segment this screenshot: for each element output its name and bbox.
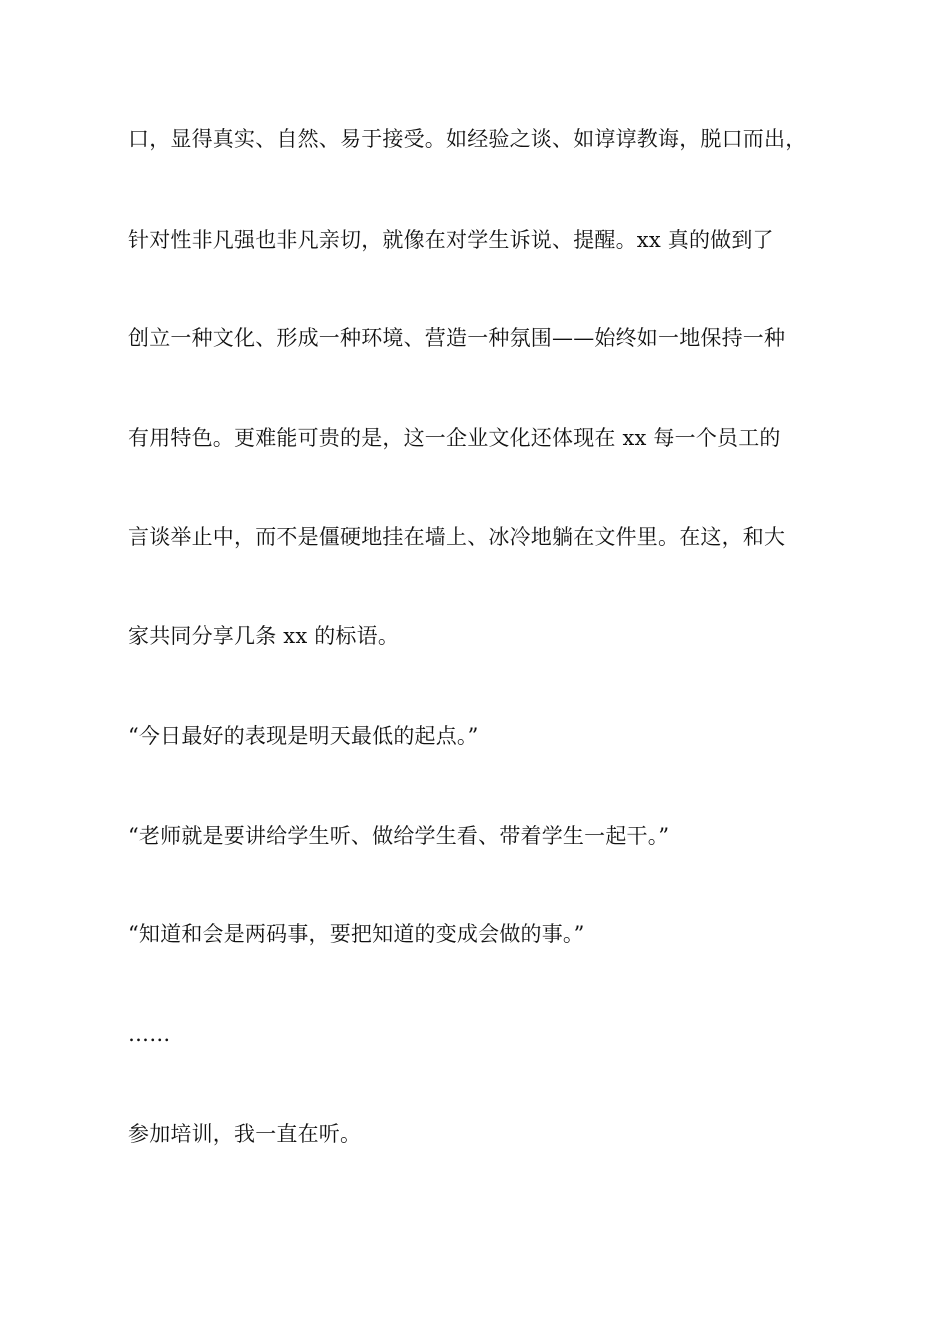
slogan-line: “今日最好的表现是明天最低的起点。” [128,724,479,748]
paragraph-line: 参加培训，我一直在听。 [128,1122,362,1146]
paragraph-line: 言谈举止中，而不是僵硬地挂在墙上、冰冷地躺在文件里。在这，和大 [128,525,786,549]
paragraph-line: 家共同分享几条 xx 的标语。 [128,624,400,648]
slogan-line: “知道和会是两码事，要把知道的变成会做的事。” [128,922,585,946]
ellipsis-line: …… [128,1022,171,1046]
paragraph-line: 有用特色。更难能可贵的是，这一企业文化还体现在 xx 每一个员工的 [128,426,781,450]
slogan-line: “老师就是要讲给学生听、做给学生看、带着学生一起干。” [128,824,670,848]
paragraph-line: 创立一种文化、形成一种环境、营造一种氛围——始终如一地保持一种 [128,326,786,350]
paragraph-line: 口，显得真实、自然、易于接受。如经验之谈、如谆谆教诲，脱口而出， [128,127,807,151]
paragraph-line: 针对性非凡强也非凡亲切，就像在对学生诉说、提醒。xx 真的做到了 [128,228,774,252]
